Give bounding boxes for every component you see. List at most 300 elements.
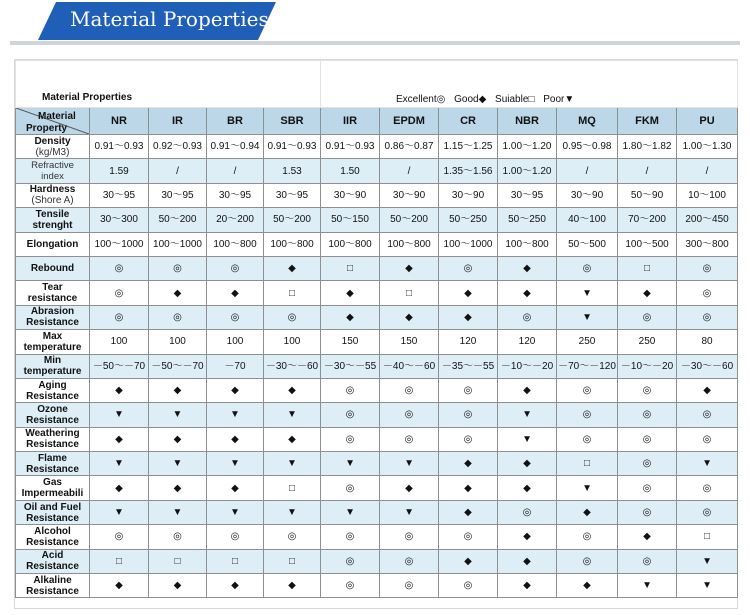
table-cell: 30～300 [90, 208, 149, 232]
table-row [16, 281, 738, 305]
table-row [16, 256, 738, 280]
table-cell: ◎ [90, 281, 149, 305]
column-header-nr: NR [90, 108, 149, 135]
table-cell: 100～1000 [149, 232, 207, 256]
table-cell: □ [677, 525, 738, 549]
table-cell: ◆ [677, 378, 738, 402]
corner-cell [16, 108, 90, 135]
table-cell: 50～200 [380, 208, 439, 232]
table-cell: ◎ [149, 525, 207, 549]
row-label-line: Resistance [26, 561, 79, 573]
legend-excellent: Excellent◎ [396, 94, 446, 105]
row-label [16, 354, 90, 378]
table-cell: ◎ [677, 427, 738, 451]
banner-divider [10, 41, 740, 45]
table-cell: ◎ [557, 403, 618, 427]
table-cell: 150 [380, 330, 439, 354]
table-cell: 50～200 [264, 208, 321, 232]
table-cell: 1.15～1.25 [439, 135, 498, 159]
banner-title: Material Properties [70, 7, 269, 31]
row-label [16, 305, 90, 329]
table-cell: ◎ [90, 305, 149, 329]
table-cell: ◆ [498, 574, 557, 598]
table-cell: ◆ [618, 525, 677, 549]
row-label-line: index [41, 171, 64, 183]
table-cell: 30～95 [498, 183, 557, 207]
table-row [16, 183, 738, 207]
table-cell: ▼ [207, 452, 264, 476]
table-cell: ◆ [207, 574, 264, 598]
table-cell: ◆ [90, 427, 149, 451]
table-cell: 80 [677, 330, 738, 354]
table-cell: ◆ [380, 305, 439, 329]
table-cell: ◎ [618, 476, 677, 500]
table-cell: ◆ [557, 500, 618, 524]
table-cell: 1.35～1.56 [439, 159, 498, 183]
row-label-line: Resistance [26, 390, 79, 402]
material-properties-table [15, 60, 738, 598]
table-cell: －50～－70 [149, 354, 207, 378]
table-cell: □ [618, 256, 677, 280]
table-cell: －30～－60 [264, 354, 321, 378]
table-row [16, 403, 738, 427]
row-label-line: resistance [27, 293, 78, 305]
table-cell: ◆ [264, 574, 321, 598]
legend-good: Good◆ [454, 94, 487, 105]
table-cell: 250 [557, 330, 618, 354]
table-cell: ◆ [264, 378, 321, 402]
table-cell: ◎ [90, 256, 149, 280]
table-cell: ◆ [439, 452, 498, 476]
table-cell: 100～800 [207, 232, 264, 256]
table-cell: ▼ [149, 403, 207, 427]
table-cell: □ [207, 549, 264, 573]
row-label-line: Weathering [25, 428, 80, 440]
table-cell: ◆ [207, 427, 264, 451]
table-cell: 1.53 [264, 159, 321, 183]
table-cell: ▼ [207, 403, 264, 427]
table-cell: ◆ [498, 452, 557, 476]
table-cell: ◎ [498, 305, 557, 329]
table-cell: / [207, 159, 264, 183]
banner [0, 0, 750, 48]
table-cell: ▼ [677, 549, 738, 573]
table-cell: ◆ [498, 378, 557, 402]
table-cell: ▼ [264, 452, 321, 476]
table-cell: ◎ [439, 427, 498, 451]
row-label-line: Resistance [26, 512, 79, 524]
table-cell: ◎ [207, 305, 264, 329]
table-cell: 10～100 [677, 183, 738, 207]
column-header-sbr: SBR [264, 108, 321, 135]
row-label-line: Aging [38, 379, 67, 391]
row-label-line: temperature [23, 366, 82, 378]
row-label-line: (kg/M3) [35, 146, 70, 158]
table-cell: 100～800 [321, 232, 380, 256]
table-cell: □ [90, 549, 149, 573]
table-cell: / [618, 159, 677, 183]
table-cell: ◎ [618, 549, 677, 573]
row-label [16, 549, 90, 573]
table-cell: 50～150 [321, 208, 380, 232]
column-header-cr: CR [439, 108, 498, 135]
table-cell: 0.95～0.98 [557, 135, 618, 159]
column-header-pu: PU [677, 108, 738, 135]
table-cell: ◆ [498, 476, 557, 500]
table-cell: 100～500 [618, 232, 677, 256]
table-cell: ◆ [149, 476, 207, 500]
table-cell: ◎ [618, 403, 677, 427]
table-cell: 0.86～0.87 [380, 135, 439, 159]
table-cell: 0.91～0.93 [321, 135, 380, 159]
header-row [16, 108, 738, 135]
row-label-line: Alcohol [34, 525, 71, 537]
table-cell: □ [264, 281, 321, 305]
row-label-line: temperature [23, 341, 82, 353]
row-label [16, 403, 90, 427]
table-cell: 0.91～0.93 [90, 135, 149, 159]
row-label-line: Impermeabili [21, 488, 84, 500]
table-cell: ▼ [557, 281, 618, 305]
row-label-line: Density [34, 135, 71, 147]
properties-sheet [14, 59, 738, 609]
row-label [16, 378, 90, 402]
table-cell: ◎ [321, 574, 380, 598]
table-cell: ◎ [677, 403, 738, 427]
table-cell: ◎ [380, 378, 439, 402]
row-label [16, 427, 90, 451]
row-label-line: Tensile [35, 208, 70, 220]
table-cell: ◆ [90, 378, 149, 402]
row-label-line: Ozone [37, 403, 68, 415]
table-cell: ◎ [557, 549, 618, 573]
table-cell: 40～100 [557, 208, 618, 232]
row-label-line: Alkaline [33, 574, 72, 586]
table-cell: －35～－55 [439, 354, 498, 378]
row-label-line: Gas [43, 477, 62, 489]
table-cell: ◎ [439, 525, 498, 549]
table-cell: 100～800 [264, 232, 321, 256]
table-cell: ▼ [557, 476, 618, 500]
row-label-line: Refractive [31, 160, 74, 172]
table-cell: □ [380, 281, 439, 305]
table-cell: ◆ [618, 281, 677, 305]
table-cell: ▼ [677, 452, 738, 476]
row-label-line: Abrasion [30, 306, 75, 318]
table-cell: ◆ [207, 281, 264, 305]
row-label [16, 476, 90, 500]
row-label-line: Flame [38, 452, 67, 464]
table-cell: ◆ [149, 378, 207, 402]
row-label-line: Resistance [26, 317, 79, 329]
table-cell: 30～90 [557, 183, 618, 207]
table-cell: －50～－70 [90, 354, 149, 378]
row-label [16, 574, 90, 598]
row-label-line: Rebound [30, 263, 75, 275]
table-cell: ▼ [90, 500, 149, 524]
table-cell: 120 [439, 330, 498, 354]
row-label [16, 159, 90, 183]
table-cell: ◎ [557, 427, 618, 451]
table-cell: 1.00～1.30 [677, 135, 738, 159]
table-cell: 100 [264, 330, 321, 354]
table-cell: ◆ [498, 281, 557, 305]
row-label [16, 281, 90, 305]
table-cell: 300～800 [677, 232, 738, 256]
table-cell: ◆ [207, 476, 264, 500]
table-cell: ◎ [498, 500, 557, 524]
table-cell: 30～90 [380, 183, 439, 207]
table-row [16, 330, 738, 354]
table-cell: ▼ [207, 500, 264, 524]
table-cell: 30～90 [321, 183, 380, 207]
table-cell: ◎ [321, 549, 380, 573]
column-header-ir: IR [149, 108, 207, 135]
column-header-epdm: EPDM [380, 108, 439, 135]
table-cell: / [677, 159, 738, 183]
table-row [16, 452, 738, 476]
row-label [16, 183, 90, 207]
table-cell: ◆ [439, 305, 498, 329]
row-label-line: Elongation [26, 238, 79, 250]
table-row [16, 135, 738, 159]
table-cell: ▼ [380, 452, 439, 476]
table-cell: 0.91～0.94 [207, 135, 264, 159]
table-cell: ◎ [677, 476, 738, 500]
table-cell: －30～－55 [321, 354, 380, 378]
row-label-line: Resistance [26, 414, 79, 426]
table-cell: ◎ [439, 256, 498, 280]
table-cell: 50～500 [557, 232, 618, 256]
table-cell: ◆ [90, 476, 149, 500]
table-cell: ◎ [677, 500, 738, 524]
table-cell: □ [557, 452, 618, 476]
table-cell: ▼ [557, 305, 618, 329]
table-cell: ◆ [439, 549, 498, 573]
table-cell: －70～－120 [557, 354, 618, 378]
table-cell: ◎ [264, 305, 321, 329]
row-label [16, 330, 90, 354]
table-cell: ◎ [380, 427, 439, 451]
column-header-br: BR [207, 108, 264, 135]
legend-suitable: Suiable□ [495, 94, 535, 105]
table-cell: －10～－20 [498, 354, 557, 378]
table-cell: ▼ [380, 500, 439, 524]
table-cell: ◆ [321, 281, 380, 305]
table-row [16, 354, 738, 378]
row-label [16, 232, 90, 256]
table-cell: ▼ [90, 403, 149, 427]
table-cell: □ [149, 549, 207, 573]
table-cell: ◆ [498, 549, 557, 573]
table-cell: ▼ [264, 500, 321, 524]
row-label [16, 452, 90, 476]
table-cell: ◎ [439, 378, 498, 402]
row-label-line: Max [42, 330, 63, 342]
table-cell: ◆ [498, 256, 557, 280]
row-label-line: Min [43, 355, 62, 367]
row-label [16, 208, 90, 232]
table-cell: 20～200 [207, 208, 264, 232]
table-cell: ◆ [380, 256, 439, 280]
legend-poor: Poor▼ [543, 94, 575, 105]
table-cell: 1.80～1.82 [618, 135, 677, 159]
table-cell: ◆ [439, 476, 498, 500]
table-cell: ◎ [618, 500, 677, 524]
table-cell: ▼ [149, 452, 207, 476]
table-cell: ▼ [498, 427, 557, 451]
table-cell: ◎ [321, 525, 380, 549]
row-label-line: Oil and Fuel [23, 501, 82, 513]
table-cell: ◎ [677, 305, 738, 329]
table-cell: ▼ [321, 500, 380, 524]
table-cell: ◎ [557, 378, 618, 402]
table-cell: ◎ [264, 525, 321, 549]
table-cell: ◎ [321, 378, 380, 402]
table-cell: ◎ [321, 476, 380, 500]
table-cell: ◎ [149, 256, 207, 280]
table-cell: ◎ [618, 305, 677, 329]
table-row [16, 427, 738, 451]
table-cell: 30～95 [207, 183, 264, 207]
table-cell: 100 [90, 330, 149, 354]
table-cell: 150 [321, 330, 380, 354]
table-cell: ◆ [207, 378, 264, 402]
table-cell: 50～200 [149, 208, 207, 232]
table-row [16, 525, 738, 549]
table-cell: ◆ [498, 525, 557, 549]
table-cell: ◎ [557, 525, 618, 549]
table-cell: ▼ [149, 500, 207, 524]
row-label-line: Acid [41, 550, 64, 562]
table-cell: 30～90 [439, 183, 498, 207]
table-cell: ▼ [498, 403, 557, 427]
legend [321, 61, 738, 108]
table-cell: ▼ [264, 403, 321, 427]
row-label-line: Hardness [29, 184, 76, 196]
table-cell: －40～－60 [380, 354, 439, 378]
corner-material-label: Material [38, 111, 76, 122]
table-cell: ◎ [207, 256, 264, 280]
table-cell: 100～800 [380, 232, 439, 256]
table-cell: □ [264, 476, 321, 500]
column-header-fkm: FKM [618, 108, 677, 135]
table-cell: 0.92～0.93 [149, 135, 207, 159]
table-cell: 50～90 [618, 183, 677, 207]
table-cell: 100～800 [498, 232, 557, 256]
table-cell: ◆ [557, 574, 618, 598]
table-cell: ◎ [380, 403, 439, 427]
table-cell: ◆ [149, 574, 207, 598]
table-cell: 30～95 [264, 183, 321, 207]
table-cell: ◆ [90, 574, 149, 598]
table-cell: ◆ [264, 427, 321, 451]
table-cell: 1.50 [321, 159, 380, 183]
row-label [16, 135, 90, 159]
row-label-line: (Shore A) [31, 195, 74, 207]
table-row [16, 574, 738, 598]
table-cell: ◎ [439, 403, 498, 427]
table-row [16, 549, 738, 573]
table-cell: 50～250 [439, 208, 498, 232]
table-cell: －30～－60 [677, 354, 738, 378]
table-cell: 0.91～0.93 [264, 135, 321, 159]
table-cell: 120 [498, 330, 557, 354]
table-cell: 100～1000 [439, 232, 498, 256]
table-cell: 50～250 [498, 208, 557, 232]
table-cell: ◎ [557, 256, 618, 280]
table-cell: ◎ [380, 549, 439, 573]
table-cell: ▼ [618, 574, 677, 598]
table-cell: ◎ [149, 305, 207, 329]
table-cell: ◆ [439, 281, 498, 305]
table-cell: ◎ [321, 427, 380, 451]
row-label-line: Tear [42, 282, 63, 294]
table-cell: ◎ [90, 525, 149, 549]
table-cell: ▼ [677, 574, 738, 598]
table-cell: ◆ [264, 256, 321, 280]
table-cell: ◎ [207, 525, 264, 549]
table-cell: 100～1000 [90, 232, 149, 256]
row-label-line: Resistance [26, 536, 79, 548]
table-cell: ◎ [618, 452, 677, 476]
table-row [16, 208, 738, 232]
table-cell: ◎ [321, 403, 380, 427]
table-cell: 100 [207, 330, 264, 354]
table-row [16, 159, 738, 183]
row-label-line: Resistance [26, 439, 79, 451]
table-row [16, 500, 738, 524]
table-cell: 250 [618, 330, 677, 354]
table-row [16, 232, 738, 256]
row-label [16, 500, 90, 524]
table-cell: －70 [207, 354, 264, 378]
table-cell: ◎ [618, 378, 677, 402]
table-body [16, 135, 738, 598]
row-label [16, 525, 90, 549]
table-row [16, 378, 738, 402]
table-cell: / [557, 159, 618, 183]
row-label-line: strenght [32, 219, 73, 231]
table-cell: ◎ [677, 281, 738, 305]
table-cell: ◆ [149, 281, 207, 305]
table-cell: 1.59 [90, 159, 149, 183]
table-cell: ▼ [90, 452, 149, 476]
table-cell: 100 [149, 330, 207, 354]
row-label [16, 256, 90, 280]
table-cell: －10～－20 [618, 354, 677, 378]
table-cell: ◆ [149, 427, 207, 451]
table-cell: / [380, 159, 439, 183]
row-label-line: Resistance [26, 463, 79, 475]
table-cell: □ [321, 256, 380, 280]
table-row [16, 305, 738, 329]
table-cell: ◆ [321, 305, 380, 329]
table-cell: 30～95 [149, 183, 207, 207]
table-cell: ◎ [439, 574, 498, 598]
table-cell: ◎ [618, 427, 677, 451]
corner-property-label: Property [26, 123, 68, 134]
table-cell: 30～95 [90, 183, 149, 207]
table-cell: / [149, 159, 207, 183]
table-cell: ◎ [380, 574, 439, 598]
column-header-nbr: NBR [498, 108, 557, 135]
table-cell: ◎ [380, 525, 439, 549]
column-header-iir: IIR [321, 108, 380, 135]
table-row [16, 476, 738, 500]
table-title: Material Properties [16, 61, 321, 108]
table-cell: ◆ [380, 476, 439, 500]
